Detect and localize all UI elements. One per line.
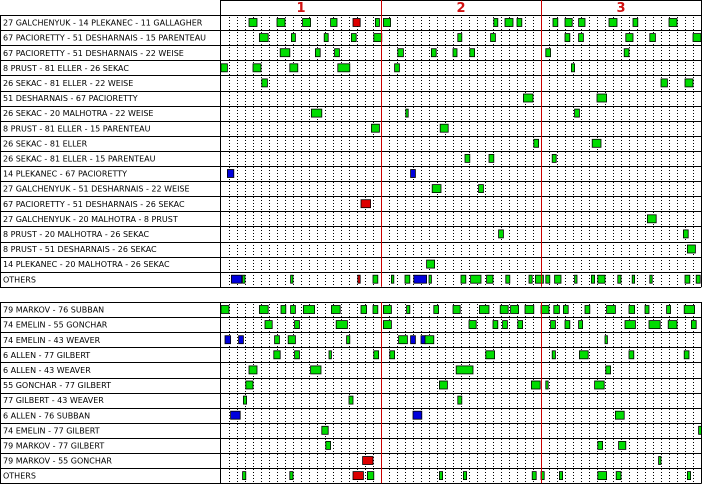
- shift-event-green: [535, 275, 543, 283]
- shift-event-green: [290, 64, 298, 72]
- shift-event-green: [551, 321, 556, 329]
- shift-event-green: [505, 19, 513, 27]
- shift-event-green: [649, 321, 660, 329]
- shift-event-blue: [414, 275, 427, 283]
- shift-event-green: [597, 94, 607, 102]
- shift-event-green: [439, 472, 442, 480]
- shift-event-green: [669, 19, 677, 27]
- shift-event-green: [406, 109, 408, 117]
- row-label: 26 SEKAC - 20 MALHOTRA - 22 WEISE: [3, 109, 154, 119]
- shift-event-green: [518, 321, 523, 329]
- row-label: 74 EMELIN - 77 GILBERT: [3, 426, 100, 436]
- shift-event-green: [598, 441, 603, 449]
- shift-event-green: [469, 321, 476, 329]
- shift-event-green: [575, 109, 580, 117]
- row-label: 67 PACIORETTY - 51 DESHARNAIS - 26 SEKAC: [3, 199, 185, 209]
- shift-event-green: [407, 306, 410, 314]
- shift-event-green: [511, 306, 519, 314]
- shift-event-green: [398, 49, 404, 57]
- shift-event-green: [374, 351, 379, 359]
- shift-event-green: [458, 396, 462, 404]
- shift-event-green: [554, 306, 560, 314]
- shift-event-green: [541, 306, 549, 314]
- shift-event-green: [405, 275, 410, 283]
- shift-event-green: [440, 124, 448, 132]
- shift-event-green: [684, 351, 689, 359]
- shift-event-green: [361, 306, 367, 314]
- shift-event-green: [625, 321, 635, 329]
- shift-event-green: [479, 185, 484, 193]
- shift-event-green: [265, 321, 272, 329]
- shift-event-green: [565, 321, 570, 329]
- shift-event-green: [579, 321, 583, 329]
- shift-event-green: [311, 366, 321, 374]
- row-label: OTHERS: [3, 275, 36, 285]
- shift-event-green: [546, 381, 548, 389]
- shift-event-green: [687, 245, 695, 253]
- shift-event-green: [687, 472, 690, 480]
- shift-event-green: [555, 275, 561, 283]
- shift-event-green: [311, 109, 321, 117]
- shift-event-red: [353, 472, 363, 480]
- shift-event-green: [571, 64, 574, 72]
- shift-event-green: [585, 306, 590, 314]
- row-label: 8 PRUST - 81 ELLER - 15 PARENTEAU: [3, 124, 151, 134]
- shift-event-green: [563, 306, 568, 314]
- shift-event-green: [624, 49, 629, 57]
- shift-event-green: [336, 321, 347, 329]
- shift-event-green: [461, 275, 466, 283]
- shift-event-green: [390, 351, 395, 359]
- shift-event-green: [629, 351, 634, 359]
- shift-event-green: [494, 19, 498, 27]
- row-label: 6 ALLEN - 77 GILBERT: [3, 350, 91, 360]
- shift-event-green: [693, 34, 701, 42]
- shift-event-green: [375, 19, 379, 27]
- shift-event-green: [243, 472, 246, 480]
- shift-event-green: [463, 472, 466, 480]
- shift-event-blue: [231, 275, 241, 283]
- shift-event-green: [391, 275, 393, 283]
- shift-event-green: [432, 185, 441, 193]
- shift-event-green: [253, 64, 261, 72]
- shift-event-green: [517, 19, 522, 27]
- shift-event-blue: [411, 336, 416, 344]
- shift-event-green: [322, 426, 328, 434]
- row-label: 6 ALLEN - 76 SUBBAN: [3, 411, 91, 421]
- row-label: 14 PLEKANEC - 67 PACIORETTY: [3, 169, 127, 179]
- shift-event-green: [349, 396, 353, 404]
- shift-event-green: [367, 472, 373, 480]
- shift-event-green: [546, 49, 551, 57]
- shift-event-green: [347, 336, 350, 344]
- shift-event-blue: [239, 336, 244, 344]
- shift-event-green: [291, 34, 295, 42]
- row-label: 26 SEKAC - 81 ELLER - 22 WEISE: [3, 79, 134, 88]
- period-label: 3: [616, 1, 626, 16]
- shift-event-green: [291, 306, 296, 314]
- shift-event-green: [373, 275, 378, 283]
- row-label: 26 SEKAC - 81 ELLER: [3, 139, 88, 149]
- row-label: 79 MARKOV - 77 GILBERT: [3, 441, 105, 451]
- shift-event-green: [633, 19, 638, 27]
- shift-event-green: [661, 79, 667, 87]
- shift-event-green: [629, 306, 635, 314]
- shift-event-green: [303, 306, 314, 314]
- shift-event-green: [395, 64, 400, 72]
- shift-event-green: [579, 19, 585, 27]
- shift-event-green: [290, 472, 293, 480]
- shift-event-green: [331, 306, 340, 314]
- shift-event-green: [374, 34, 382, 42]
- row-label: 79 MARKOV - 76 SUBBAN: [3, 305, 105, 315]
- shift-event-green: [221, 64, 227, 72]
- shift-event-green: [371, 124, 379, 132]
- shift-event-green: [453, 306, 460, 314]
- shift-event-green: [565, 34, 570, 42]
- shift-event-green: [500, 306, 508, 314]
- row-label: 55 GONCHAR - 77 GILBERT: [3, 381, 111, 391]
- shift-event-green: [607, 306, 616, 314]
- shift-event-green: [506, 275, 510, 283]
- row-label: 27 GALCHENYUK - 14 PLEKANEC - 11 GALLAGHER: [3, 18, 203, 28]
- row-label: 27 GALCHENYUK - 51 DESHARNAIS - 22 WEISE: [3, 184, 190, 194]
- shift-event-green: [434, 306, 439, 314]
- shift-event-green: [453, 49, 457, 57]
- shift-event-green: [243, 275, 245, 283]
- shift-event-red: [363, 457, 373, 465]
- shift-event-blue: [413, 411, 422, 419]
- shift-event-green: [598, 275, 605, 283]
- shift-event-green: [383, 321, 391, 329]
- shift-event-green: [259, 306, 268, 314]
- shift-event-green: [431, 49, 436, 57]
- shift-event-green: [650, 34, 656, 42]
- shift-event-green: [487, 275, 493, 283]
- shift-event-green: [619, 441, 626, 449]
- row-label: 79 MARKOV - 55 GONCHAR: [3, 456, 112, 466]
- shift-event-green: [465, 154, 470, 162]
- shift-event-green: [383, 19, 390, 27]
- shift-event-green: [486, 351, 495, 359]
- shift-event-green: [315, 49, 320, 57]
- shift-event-green: [503, 321, 508, 329]
- shift-event-green: [529, 275, 532, 283]
- shift-event-green: [546, 275, 550, 283]
- shift-event-green: [691, 321, 696, 329]
- shift-event-green: [439, 381, 447, 389]
- shift-event-green: [598, 472, 607, 480]
- shift-event-green: [249, 366, 257, 374]
- shift-event-green: [243, 396, 246, 404]
- shift-event-green: [647, 215, 656, 223]
- shift-event-green: [335, 49, 340, 57]
- row-label: 8 PRUST - 51 DESHARNAIS - 26 SEKAC: [3, 245, 157, 255]
- shift-event-green: [684, 306, 694, 314]
- row-label: 27 GALCHENYUK - 20 MALHOTRA - 8 PRUST: [3, 214, 178, 224]
- period-label: 1: [296, 1, 306, 16]
- shift-event-green: [246, 381, 253, 389]
- shift-event-green: [552, 351, 555, 359]
- shift-event-green: [553, 19, 558, 27]
- shift-event-green: [489, 154, 494, 162]
- shift-event-green: [523, 94, 533, 102]
- shift-event-green: [493, 321, 498, 329]
- shift-event-green: [685, 79, 693, 87]
- shift-event-green: [696, 275, 700, 283]
- shift-event-green: [274, 351, 280, 359]
- shift-event-green: [659, 457, 661, 465]
- shift-event-green: [595, 381, 605, 389]
- shift-event-green: [324, 34, 328, 42]
- shift-event-green: [262, 79, 268, 87]
- shift-event-green: [470, 49, 475, 57]
- shift-event-green: [592, 139, 601, 147]
- shift-event-green: [531, 381, 540, 389]
- row-label: 14 PLEKANEC - 20 MALHOTRA - 26 SEKAC: [3, 260, 170, 270]
- shift-event-green: [338, 64, 350, 72]
- shift-event-green: [575, 275, 577, 283]
- shift-event-green: [591, 275, 594, 283]
- shift-event-green: [373, 306, 378, 314]
- shift-event-green: [606, 366, 611, 374]
- shift-event-red: [358, 275, 360, 283]
- row-label: 67 PACIORETTY - 51 DESHARNAIS - 15 PARENTEAU: [3, 33, 207, 43]
- shift-event-green: [383, 306, 391, 314]
- shift-event-green: [685, 275, 690, 283]
- shift-event-green: [329, 351, 331, 359]
- shift-event-green: [609, 19, 617, 27]
- shift-event-green: [456, 366, 473, 374]
- shift-event-green: [605, 336, 607, 344]
- shift-event-blue: [411, 170, 416, 178]
- shift-event-green: [280, 49, 290, 57]
- shift-event-red: [361, 200, 371, 208]
- shift-event-green: [532, 472, 536, 480]
- shift-event-green: [626, 34, 633, 42]
- row-label: OTHERS: [3, 471, 36, 481]
- shift-event-green: [471, 275, 481, 283]
- shift-event-green: [259, 34, 268, 42]
- shift-event-green: [326, 441, 331, 449]
- shift-event-blue: [225, 336, 231, 344]
- shift-event-green: [295, 321, 300, 329]
- row-label: 51 DESHARNAIS - 67 PACIORETTY: [3, 94, 138, 104]
- row-label: 8 PRUST - 81 ELLER - 26 SEKAC: [3, 63, 129, 73]
- shift-event-green: [559, 472, 562, 480]
- shift-event-green: [534, 139, 539, 147]
- shift-event-green: [579, 351, 588, 359]
- shift-event-green: [331, 19, 337, 27]
- shift-event-green: [275, 336, 280, 344]
- shift-event-green: [616, 472, 621, 480]
- shift-event-green: [277, 19, 285, 27]
- shift-event-green: [351, 34, 356, 42]
- shift-event-green: [618, 275, 621, 283]
- shift-event-green: [399, 336, 408, 344]
- shift-event-green: [491, 34, 496, 42]
- shift-event-green: [427, 260, 435, 268]
- shift-event-green: [667, 306, 671, 314]
- shift-event-blue: [231, 411, 241, 419]
- row-label: 67 PACIORETTY - 51 DESHARNAIS - 22 WEISE: [3, 48, 184, 58]
- shift-event-green: [479, 306, 489, 314]
- shift-event-green: [632, 275, 634, 283]
- shift-event-green: [429, 275, 431, 283]
- shift-event-green: [291, 275, 293, 283]
- row-label: 77 GILBERT - 43 WEAVER: [3, 396, 104, 406]
- shift-event-green: [295, 351, 300, 359]
- shift-event-green: [565, 19, 572, 27]
- shift-event-green: [249, 19, 257, 27]
- row-label: 74 EMELIN - 43 WEAVER: [3, 335, 101, 345]
- shift-event-green: [579, 34, 584, 42]
- shift-event-green: [615, 411, 624, 419]
- shift-event-green: [650, 275, 652, 283]
- shift-event-green: [552, 154, 556, 162]
- row-label: 6 ALLEN - 43 WEAVER: [3, 366, 91, 375]
- shift-event-green: [221, 306, 229, 314]
- shift-event-green: [499, 230, 504, 238]
- shift-event-green: [683, 230, 688, 238]
- shift-event-green: [668, 321, 677, 329]
- shift-event-blue: [227, 170, 233, 178]
- shift-event-green: [288, 336, 295, 344]
- row-label: 74 EMELIN - 55 GONCHAR: [3, 320, 108, 330]
- shift-event-green: [458, 34, 462, 42]
- period-label: 2: [456, 1, 466, 16]
- shift-event-green: [281, 306, 286, 314]
- shift-event-red: [353, 19, 360, 27]
- row-label: 26 SEKAC - 81 ELLER - 15 PARENTEAU: [3, 154, 156, 164]
- shift-event-green: [425, 336, 434, 344]
- shift-event-green: [303, 19, 311, 27]
- shift-event-green: [525, 306, 534, 314]
- row-label: 8 PRUST - 20 MALHOTRA - 26 SEKAC: [3, 230, 150, 239]
- shift-event-green: [645, 306, 649, 314]
